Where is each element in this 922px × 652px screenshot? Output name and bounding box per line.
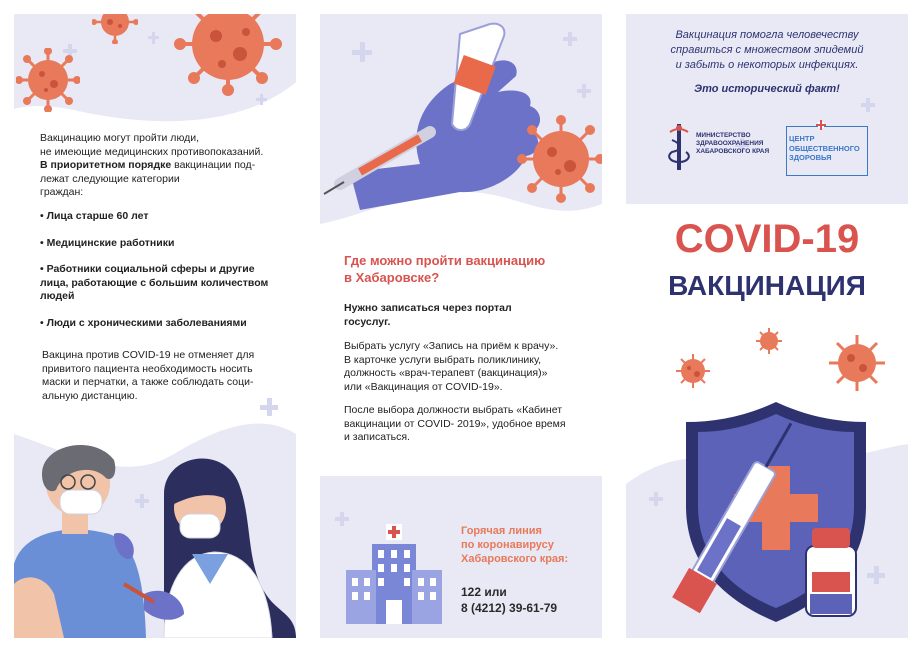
step-register — [344, 302, 594, 329]
logo-line: ЗДРАВООХРАНЕНИЯ — [696, 140, 764, 147]
heading-line: в Хабаровске? — [344, 270, 440, 285]
hotline-phones — [461, 584, 601, 616]
intro-line: Вакцинацию могут пройти люди, — [40, 132, 199, 144]
priority-rest: вакцинации под- — [171, 159, 256, 171]
hotline-label — [461, 524, 601, 566]
subtitle: ВАКЦИНАЦИЯ — [668, 270, 866, 301]
step-line: Выбрать услугу «Запись на приём к врачу». — [344, 340, 559, 352]
virus-icon — [172, 14, 284, 96]
intro-text — [40, 132, 290, 200]
virus-icon — [16, 48, 80, 112]
history-fact — [636, 28, 898, 97]
panel-eligibility — [14, 14, 296, 638]
mask-note — [42, 349, 282, 403]
step-line: После выбора должности выбрать «Кабинет — [344, 404, 563, 416]
step-choose-service — [344, 340, 600, 394]
ministry-emblem-icon — [664, 122, 694, 172]
heading-line: Где можно пройти вакцинацию — [344, 253, 546, 268]
virus-icon — [516, 114, 602, 204]
step-line: или «Вакцинация от COVID-19». — [344, 380, 503, 393]
step-line: вакцинации от COVID- 2019», удобное время — [344, 417, 566, 430]
virus-icon — [674, 352, 712, 390]
logo-line: МИНИСТЕРСТВО — [696, 132, 751, 139]
categories-list — [40, 210, 272, 330]
logo-line: ОБЩЕСТВЕННОГО — [789, 143, 860, 153]
note-line: маски и перчатки, а также соблюдать соци- — [42, 376, 254, 388]
plus-icon — [816, 120, 826, 130]
step-line: должность «врач-терапевт (вакцинация)» — [344, 367, 548, 379]
phone-number: 8 (4212) 39-61-79 — [461, 601, 558, 615]
note-line: привитого пациента необходимость носить — [42, 362, 253, 375]
fact-emphasis: Это исторический факт! — [694, 83, 840, 95]
priority-line: граждан: — [40, 186, 84, 198]
virus-icon — [754, 326, 784, 356]
step-line: госуслуг. — [344, 315, 391, 328]
center-logo-text — [789, 134, 873, 163]
fact-line: и забыть о некоторых инфекциях. — [675, 59, 859, 71]
panel-where-to-vaccinate — [320, 14, 602, 638]
logo-line: ЗДОРОВЬЯ — [789, 153, 832, 162]
intro-line: не имеющие медицинских противопоказаний. — [40, 145, 264, 158]
priority-line — [40, 159, 290, 173]
title: COVID-19 — [674, 217, 860, 261]
hotline-line: по коронавирусу — [461, 539, 554, 551]
fact-line: справиться с множеством эпидемий — [670, 44, 864, 56]
priority-line: лежат следующие категории — [40, 172, 180, 185]
panel-cover — [626, 14, 908, 638]
hotline-line: Хабаровского края: — [461, 553, 569, 565]
hospital-icon — [344, 520, 444, 626]
logo-line: ЦЕНТР — [789, 134, 815, 143]
shield-vaccine-illustration — [646, 396, 908, 638]
phone-number: 122 или — [461, 585, 507, 599]
list-item: • Лица старше 60 лет — [40, 210, 149, 222]
priority-bold: В приоритетном порядке — [40, 159, 172, 171]
virus-icon — [92, 14, 138, 44]
list-item: • Медицинские работники — [40, 236, 175, 249]
list-item: • Работники социальной сферы и другие лица, работающие с большим количеством людей — [40, 263, 269, 302]
hotline-line: Горячая линия — [461, 525, 542, 537]
step-choose-time — [344, 404, 600, 445]
note-line: Вакцина против COVID-19 не отменяет для — [42, 349, 255, 361]
fact-line: Вакцинация помогла человечеству — [675, 29, 859, 41]
logo-line: ХАБАРОВСКОГО КРАЯ — [696, 148, 770, 155]
step-line: и записаться. — [344, 431, 410, 443]
list-item: • Люди с хроническими заболеваниями — [40, 316, 247, 329]
where-heading — [344, 252, 594, 286]
vaccination-illustration — [14, 434, 296, 638]
virus-icon — [826, 332, 888, 394]
ministry-logo-text — [696, 132, 776, 156]
note-line: альную дистанцию. — [42, 389, 138, 402]
step-line: В карточке услуги выбрать поликлинику, — [344, 353, 542, 366]
step-line: Нужно записаться через портал — [344, 302, 512, 314]
